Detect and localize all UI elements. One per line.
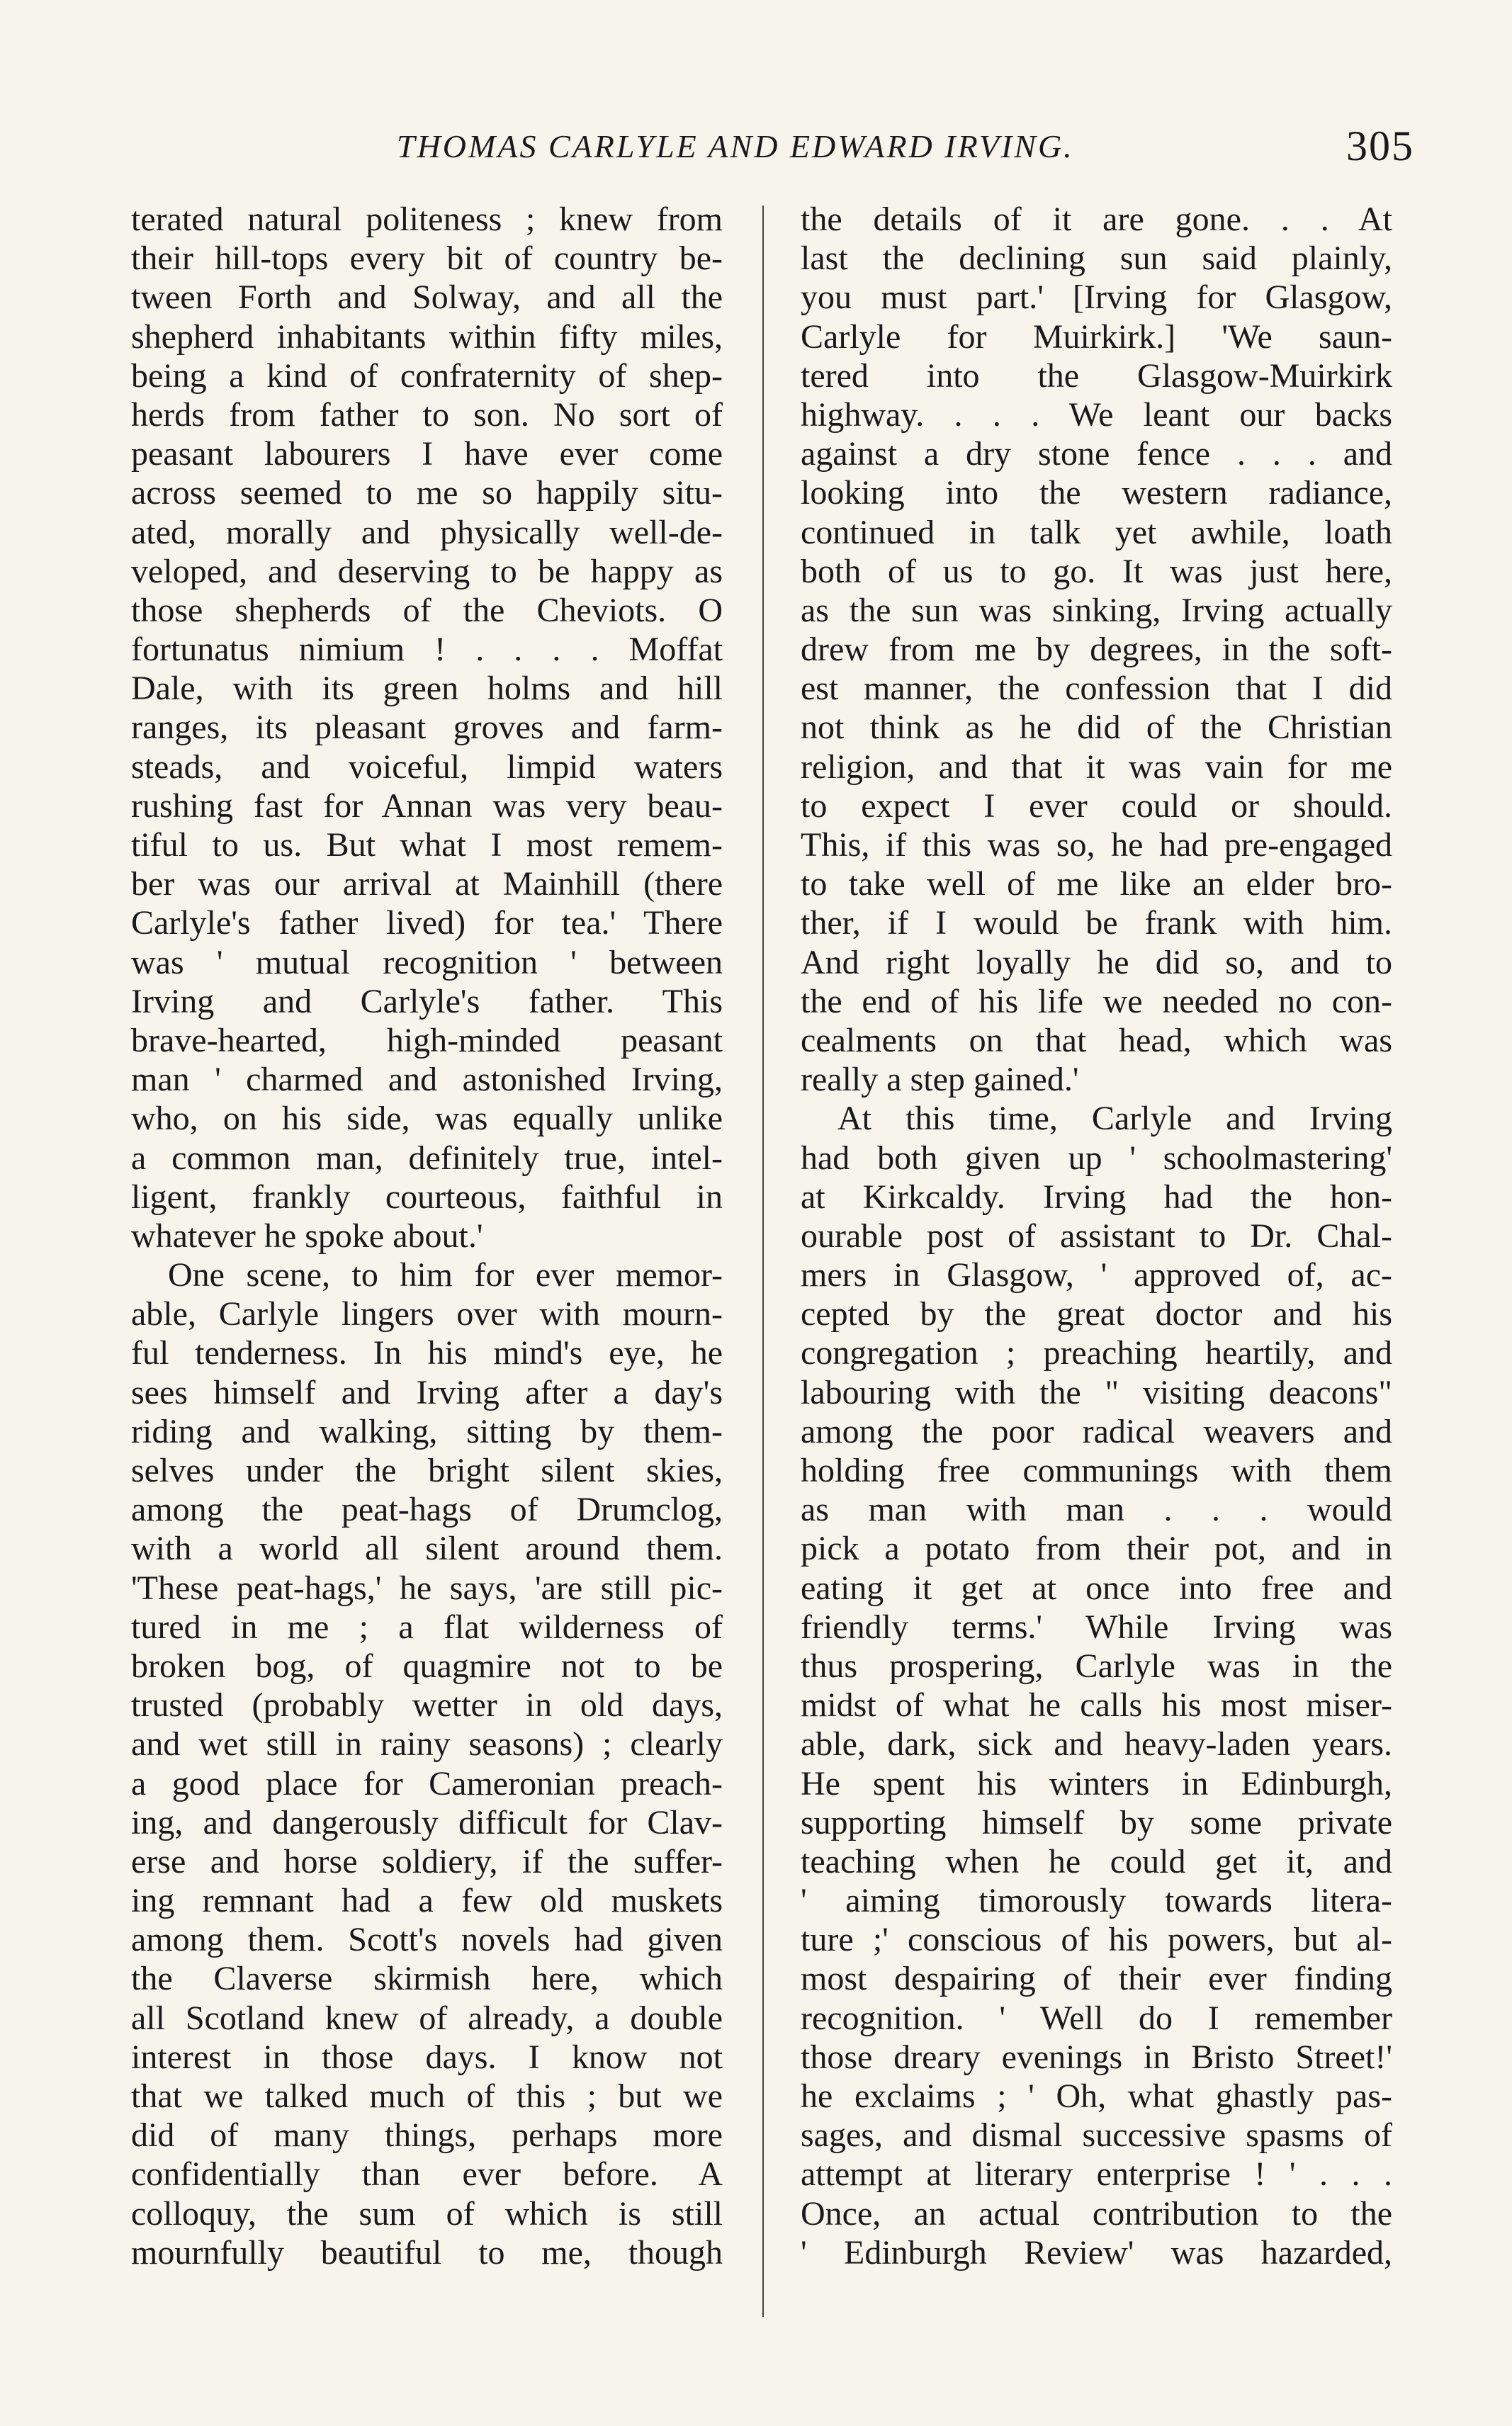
- text-line: broken bog, of quagmire not to be: [131, 1647, 723, 1685]
- text-line: This, if this was so, he had pre-engaged: [801, 826, 1392, 864]
- text-line: being a kind of confraternity of shep-: [131, 356, 723, 395]
- text-line: 'These peat-hags,' he says, 'are still pic-: [131, 1569, 723, 1607]
- text-line: to take well of me like an elder bro-: [801, 865, 1392, 903]
- text-line: ated, morally and physically well-de-: [131, 513, 723, 551]
- text-line: drew from me by degrees, in the soft-: [801, 631, 1392, 669]
- text-line: not think as he did of the Christian: [801, 709, 1392, 747]
- text-line: eating it get at once into free and: [801, 1569, 1392, 1607]
- text-line: man ' charmed and astonished Irving,: [131, 1061, 723, 1099]
- text-line: trusted (probably wetter in old days,: [131, 1686, 723, 1725]
- text-line: mers in Glasgow, ' approved of, ac-: [801, 1256, 1392, 1294]
- text-line: you must part.' [Irving for Glasgow,: [801, 278, 1392, 317]
- text-line: erse and horse soldiery, if the suffer-: [131, 1842, 723, 1880]
- text-line: with a world all silent around them.: [131, 1530, 723, 1568]
- text-line: interest in those days. I know not: [131, 2038, 723, 2076]
- text-line: fortunatus nimium ! . . . . Moffat: [131, 631, 723, 669]
- text-line: recognition. ' Well do I remember: [801, 1999, 1392, 2037]
- text-line: those dreary evenings in Bristo Street!': [801, 2038, 1392, 2076]
- text-line: veloped, and deserving to be happy as: [131, 552, 723, 590]
- text-line: able, Carlyle lingers over with mourn-: [131, 1295, 723, 1333]
- text-line: cealments on that head, which was: [801, 1021, 1392, 1059]
- text-line: continued in talk yet awhile, loath: [801, 513, 1392, 551]
- text-line: Once, an actual contribution to the: [801, 2194, 1392, 2233]
- text-line: tween Forth and Solway, and all the: [131, 278, 723, 317]
- text-line: among the peat-hags of Drumclog,: [131, 1491, 723, 1529]
- text-line: and wet still in rainy seasons) ; clearly: [131, 1725, 723, 1764]
- text-line: peasant labourers I have ever come: [131, 435, 723, 473]
- text-line: attempt at literary enterprise ! ' . . .: [801, 2155, 1392, 2194]
- text-line: all Scotland knew of already, a double: [131, 1999, 723, 2037]
- text-line: was ' mutual recognition ' between: [131, 943, 723, 981]
- text-line: mournfully beautiful to me, though: [131, 2233, 723, 2272]
- text-line: ranges, its pleasant groves and farm-: [131, 709, 723, 747]
- text-line: as the sun was sinking, Irving actually: [801, 591, 1392, 629]
- text-line: who, on his side, was equally unlike: [131, 1100, 723, 1138]
- text-line: whatever he spoke about.': [131, 1217, 483, 1255]
- text-line: that we talked much of this ; but we: [131, 2077, 723, 2115]
- text-line: those shepherds of the Cheviots. O: [131, 591, 723, 629]
- text-line: had both given up ' schoolmastering': [801, 1139, 1392, 1177]
- text-line: most despairing of their ever finding: [801, 1960, 1392, 1998]
- text-line: ourable post of assistant to Dr. Chal-: [801, 1217, 1392, 1255]
- text-line: steads, and voiceful, limpid waters: [131, 747, 723, 786]
- text-line: as man with man . . . would: [801, 1491, 1392, 1529]
- text-line: confidentially than ever before. A: [131, 2155, 723, 2194]
- text-line: sages, and dismal successive spasms of: [801, 2116, 1392, 2155]
- text-line: religion, and that it was vain for me: [801, 747, 1392, 786]
- text-line: across seemed to me so happily situ-: [131, 474, 723, 512]
- text-line: at Kirkcaldy. Irving had the hon-: [801, 1178, 1392, 1216]
- text-line: the Claverse skirmish here, which: [131, 1960, 723, 1998]
- text-line: At this time, Carlyle and Irving: [837, 1100, 1392, 1138]
- text-line: sees himself and Irving after a day's: [131, 1373, 723, 1411]
- text-line: He spent his winters in Edinburgh,: [801, 1764, 1392, 1802]
- text-line: tered into the Glasgow-Muirkirk: [801, 356, 1392, 395]
- text-line: able, dark, sick and heavy-laden years.: [801, 1725, 1392, 1764]
- text-line: he exclaims ; ' Oh, what ghastly pas-: [801, 2077, 1392, 2115]
- running-head: THOMAS CARLYLE AND EDWARD IRVING.: [397, 128, 1074, 164]
- text-line: riding and walking, sitting by them-: [131, 1412, 723, 1450]
- text-line: colloquy, the sum of which is still: [131, 2194, 723, 2233]
- text-line: ber was our arrival at Mainhill (there: [131, 865, 723, 903]
- text-line: ' Edinburgh Review' was hazarded,: [801, 2233, 1392, 2272]
- text-line: the details of it are gone. . . At: [801, 201, 1392, 238]
- text-line: ful tenderness. In his mind's eye, he: [131, 1334, 723, 1372]
- text-line: pick a potato from their pot, and in: [801, 1530, 1392, 1568]
- page-number: 305: [1346, 123, 1414, 169]
- text-line: really a step gained.': [801, 1061, 1079, 1099]
- text-line: their hill-tops every bit of country be-: [131, 239, 723, 278]
- text-line: ' aiming timorously towards litera-: [801, 1882, 1392, 1920]
- text-line: Carlyle for Muirkirk.] 'We saun-: [801, 317, 1392, 356]
- text-line: against a dry stone fence . . . and: [801, 435, 1392, 473]
- text-line: tured in me ; a flat wilderness of: [131, 1608, 723, 1646]
- text-line: herds from father to son. No sort of: [131, 395, 723, 434]
- text-line: labouring with the " visiting deacons": [801, 1373, 1392, 1411]
- text-line: last the declining sun said plainly,: [801, 239, 1392, 278]
- text-line: among the poor radical weavers and: [801, 1412, 1392, 1450]
- text-line: ligent, frankly courteous, faithful in: [131, 1178, 723, 1216]
- text-line: to expect I ever could or should.: [801, 786, 1392, 825]
- text-line: ther, if I would be frank with him.: [801, 904, 1392, 942]
- text-line: shepherd inhabitants within fifty miles,: [131, 317, 723, 356]
- text-line: did of many things, perhaps more: [131, 2116, 723, 2155]
- column-divider: [762, 205, 764, 2317]
- text-line: among them. Scott's novels had given: [131, 1921, 723, 1959]
- text-line: a good place for Cameronian preach-: [131, 1764, 723, 1802]
- text-line: Irving and Carlyle's father. This: [131, 982, 723, 1020]
- text-line: thus prospering, Carlyle was in the: [801, 1647, 1392, 1685]
- text-line: holding free communings with them: [801, 1452, 1392, 1489]
- text-line: tiful to us. But what I most remem-: [131, 826, 723, 864]
- text-line: looking into the western radiance,: [801, 474, 1392, 512]
- text-line: supporting himself by some private: [801, 1803, 1392, 1841]
- text-line: rushing fast for Annan was very beau-: [131, 786, 723, 825]
- text-line: teaching when he could get it, and: [801, 1842, 1392, 1880]
- text-line: est manner, the confession that I did: [801, 670, 1392, 708]
- text-line: brave-hearted, high-minded peasant: [131, 1021, 723, 1059]
- text-line: friendly terms.' While Irving was: [801, 1608, 1392, 1646]
- text-line: congregation ; preaching heartily, and: [801, 1334, 1392, 1372]
- text-line: cepted by the great doctor and his: [801, 1295, 1392, 1333]
- text-line: ing, and dangerously difficult for Clav-: [131, 1803, 723, 1841]
- text-line: And right loyally he did so, and to: [801, 943, 1392, 981]
- text-line: selves under the bright silent skies,: [131, 1452, 723, 1489]
- left-column: [131, 200, 723, 2272]
- text-line: both of us to go. It was just here,: [801, 552, 1392, 590]
- right-column: [801, 200, 1392, 2272]
- text-line: Carlyle's father lived) for tea.' There: [131, 904, 723, 942]
- text-line: ture ;' conscious of his powers, but al-: [801, 1921, 1392, 1959]
- text-line: Dale, with its green holms and hill: [131, 670, 723, 708]
- text-line: midst of what he calls his most miser-: [801, 1686, 1392, 1725]
- text-line: highway. . . . We leant our backs: [801, 395, 1392, 434]
- text-line: ing remnant had a few old muskets: [131, 1882, 723, 1920]
- text-line: One scene, to him for ever memor-: [168, 1256, 723, 1294]
- text-line: terated natural politeness ; knew from: [131, 201, 723, 238]
- text-line: a common man, definitely true, intel-: [131, 1139, 723, 1177]
- text-line: the end of his life we needed no con-: [801, 982, 1392, 1020]
